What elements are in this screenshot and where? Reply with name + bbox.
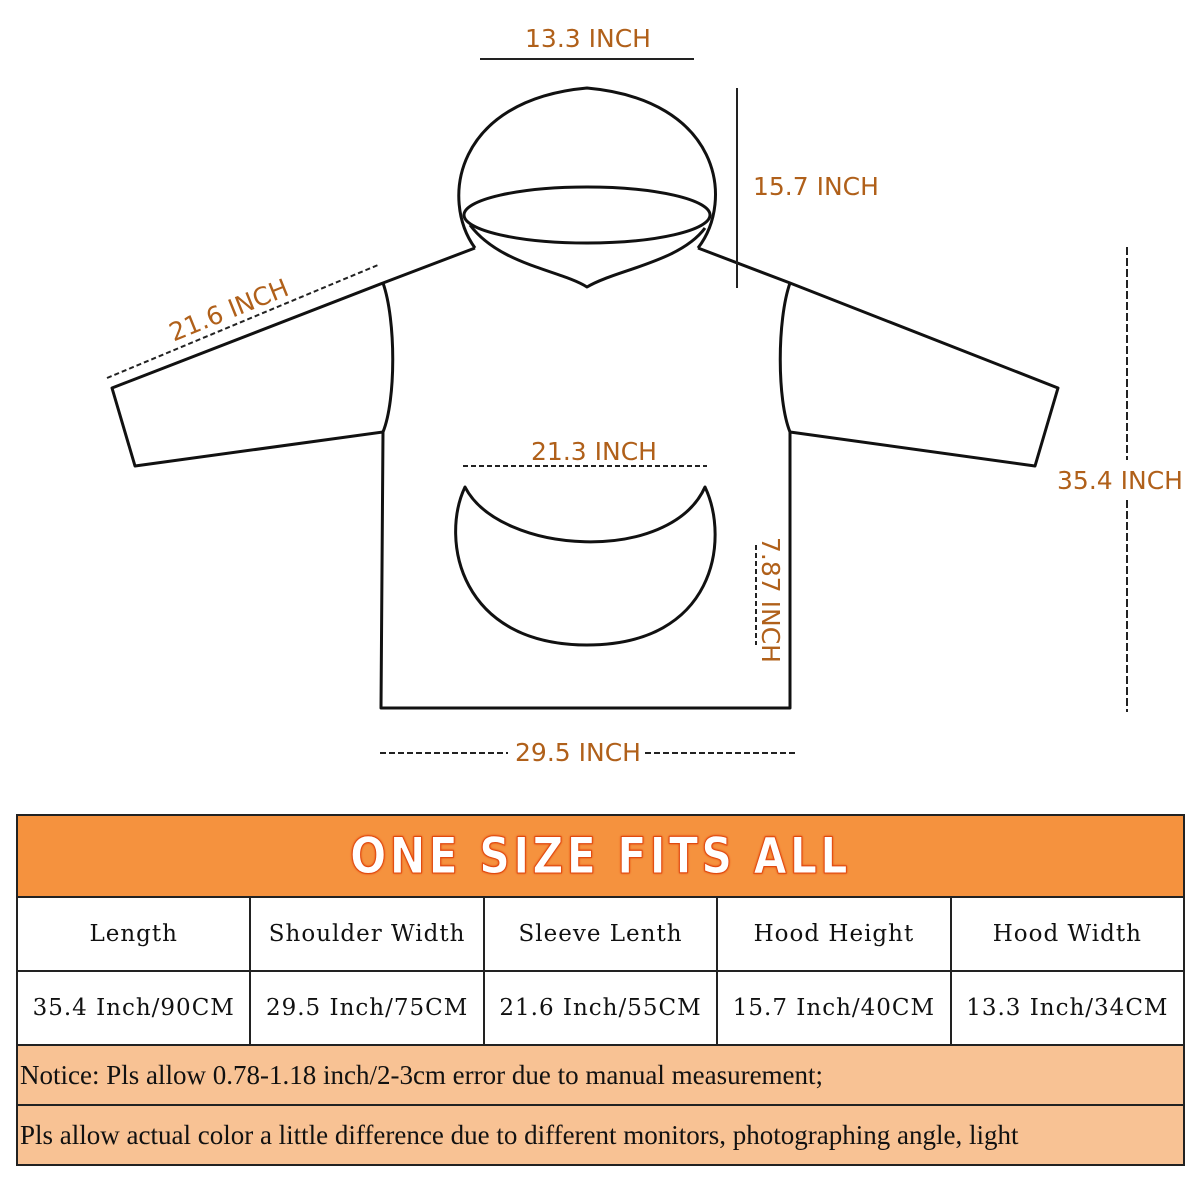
header-cell: Hood Height — [718, 898, 951, 970]
shoulder-width-label: 29.5 INCH — [515, 738, 641, 767]
length-label: 35.4 INCH — [1057, 466, 1183, 495]
notice-measurement: Notice: Pls allow 0.78-1.18 inch/2-3cm error due to manual measurement; — [18, 1046, 1183, 1106]
value-cell: 29.5 Inch/75CM — [251, 972, 484, 1044]
value-cell: 13.3 Inch/34CM — [966, 995, 1169, 1021]
right-armhole — [780, 283, 790, 432]
value-cell: 35.4 Inch/90CM — [18, 972, 251, 1044]
header-cell: Hood Width — [992, 921, 1142, 947]
header-cell: Sleeve Lenth — [485, 898, 718, 970]
hood-brim — [464, 187, 710, 243]
header-cell: Shoulder Width — [251, 898, 484, 970]
header-row — [18, 898, 1183, 972]
value-row — [18, 972, 1183, 1046]
notice-color: Pls allow actual color a little difference due to different monitors, photographing angle, light — [18, 1106, 1183, 1164]
pocket-height-label: 7.87 INCH — [756, 537, 785, 663]
sleeve-length-label: 21.6 INCH — [164, 273, 293, 348]
left-armhole — [383, 283, 393, 432]
value-cell: 21.6 Inch/55CM — [485, 972, 718, 1044]
pocket-width-label: 21.3 INCH — [531, 437, 657, 466]
size-chart-title — [18, 816, 1183, 898]
value-cell: 15.7 Inch/40CM — [718, 972, 951, 1044]
pocket — [456, 487, 715, 645]
hood-width-label: 13.3 INCH — [525, 24, 651, 53]
hood-height-label: 15.7 INCH — [753, 172, 879, 201]
hoodie-body — [112, 248, 1058, 708]
hoodie-hood — [459, 88, 716, 248]
size-chart — [16, 814, 1185, 1166]
title-text: ONE SIZE FITS ALL — [350, 827, 851, 885]
header-cell: Length — [18, 898, 251, 970]
